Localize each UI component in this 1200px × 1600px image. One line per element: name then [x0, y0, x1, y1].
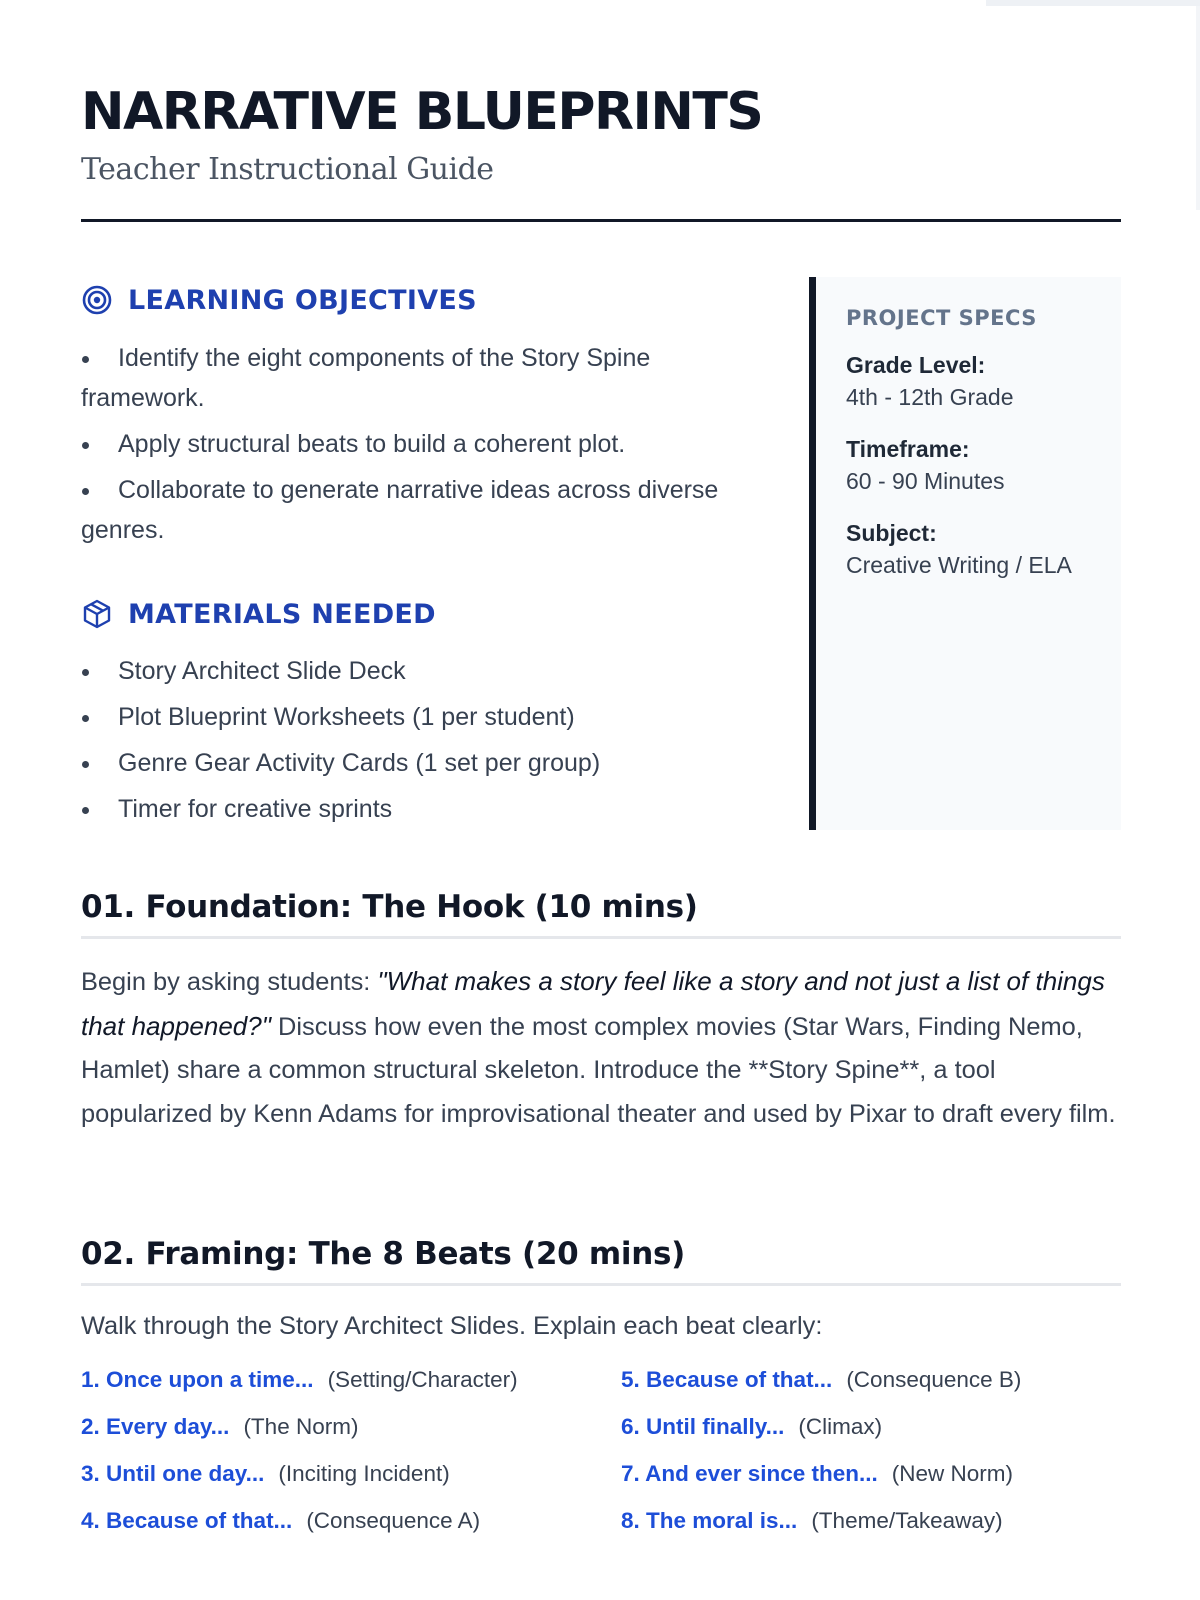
beat-item	[621, 1505, 1003, 1537]
beat-key: 6. Until finally...	[621, 1414, 785, 1439]
beat-key: 1. Once upon a time...	[81, 1367, 314, 1392]
objectives-heading	[81, 282, 477, 318]
section-2-title: 02. Framing: The 8 Beats (20 mins)	[81, 1236, 686, 1272]
beats-grid	[81, 1364, 1121, 1564]
beat-desc: (Setting/Character)	[327, 1367, 518, 1392]
section-1-title: 01. Foundation: The Hook (10 mins)	[81, 889, 698, 925]
beat-key: 2. Every day...	[81, 1414, 230, 1439]
materials-heading	[81, 596, 436, 632]
beats-intro: Walk through the Story Architect Slides. Explain each beat clearly:	[81, 1312, 823, 1340]
section-1-divider	[81, 936, 1121, 939]
beat-key: 4. Because of that...	[81, 1508, 293, 1533]
list-item: Collaborate to generate narrative ideas across diverse genres.	[81, 470, 761, 550]
beat-item	[81, 1411, 358, 1443]
beat-item	[621, 1411, 882, 1443]
beat-item	[81, 1505, 480, 1537]
beat-item	[621, 1364, 1021, 1396]
beat-item	[81, 1364, 518, 1396]
spec-grade-level	[846, 349, 1121, 413]
section-2-divider	[81, 1283, 1121, 1286]
box-icon	[81, 598, 113, 630]
beat-desc: (Consequence B)	[846, 1367, 1022, 1392]
document-subtitle: Teacher Instructional Guide	[81, 152, 494, 187]
project-specs-card	[809, 277, 1121, 830]
list-item: Apply structural beats to build a coherent plot.	[81, 424, 761, 464]
objectives-heading-label: LEARNING OBJECTIVES	[128, 284, 477, 316]
list-item: Identify the eight components of the Story Spine framework.	[81, 338, 761, 418]
beat-item	[621, 1458, 1013, 1490]
beat-desc: (Climax)	[798, 1414, 883, 1439]
list-item: Story Architect Slide Deck	[81, 651, 761, 691]
spec-value: 4th - 12th Grade	[846, 384, 1014, 410]
list-item: Genre Gear Activity Cards (1 set per group)	[81, 743, 761, 783]
beat-key: 8. The moral is...	[621, 1508, 798, 1533]
spec-timeframe	[846, 433, 1121, 497]
materials-heading-label: MATERIALS NEEDED	[128, 598, 436, 630]
page-corner-tab	[986, 0, 1200, 6]
beat-desc: (Theme/Takeaway)	[811, 1508, 1003, 1533]
list-item: Timer for creative sprints	[81, 789, 761, 829]
beat-key: 3. Until one day...	[81, 1461, 265, 1486]
beat-desc: (Consequence A)	[306, 1508, 481, 1533]
spec-value: 60 - 90 Minutes	[846, 468, 1005, 494]
hook-lead: Begin by asking students:	[81, 968, 378, 996]
hook-quote: "What makes a story feel like a story and not just a list of things that happened?"	[81, 966, 1105, 1041]
spec-subject	[846, 517, 1121, 581]
materials-list	[81, 651, 761, 835]
beat-key: 5. Because of that...	[621, 1367, 833, 1392]
spec-label: Timeframe:	[846, 436, 970, 462]
page-edge-shadow	[1196, 6, 1200, 210]
hook-paragraph	[81, 960, 1121, 1136]
objectives-list	[81, 338, 761, 556]
spec-label: Grade Level:	[846, 352, 986, 378]
beat-key: 7. And ever since then...	[621, 1461, 878, 1486]
hook-body: Discuss how even the most complex movies (Star Wars, Finding Nemo, Hamlet) share a common structural skeleton. Introduce the **Story Spine**, a tool popularized by Kenn Adams for improvisational theater and used by Pixar to draft every film.	[81, 1012, 1116, 1128]
document-title: NARRATIVE BLUEPRINTS	[81, 82, 763, 142]
spec-label: Subject:	[846, 520, 937, 546]
beat-desc: (Inciting Incident)	[278, 1461, 450, 1486]
specs-heading: PROJECT SPECS	[846, 306, 1037, 330]
spec-value: Creative Writing / ELA	[846, 552, 1072, 578]
beat-desc: (The Norm)	[243, 1414, 359, 1439]
beat-item	[81, 1458, 450, 1490]
list-item: Plot Blueprint Worksheets (1 per student)	[81, 697, 761, 737]
beat-desc: (New Norm)	[891, 1461, 1014, 1486]
header-divider	[81, 219, 1121, 222]
target-icon	[81, 284, 113, 316]
